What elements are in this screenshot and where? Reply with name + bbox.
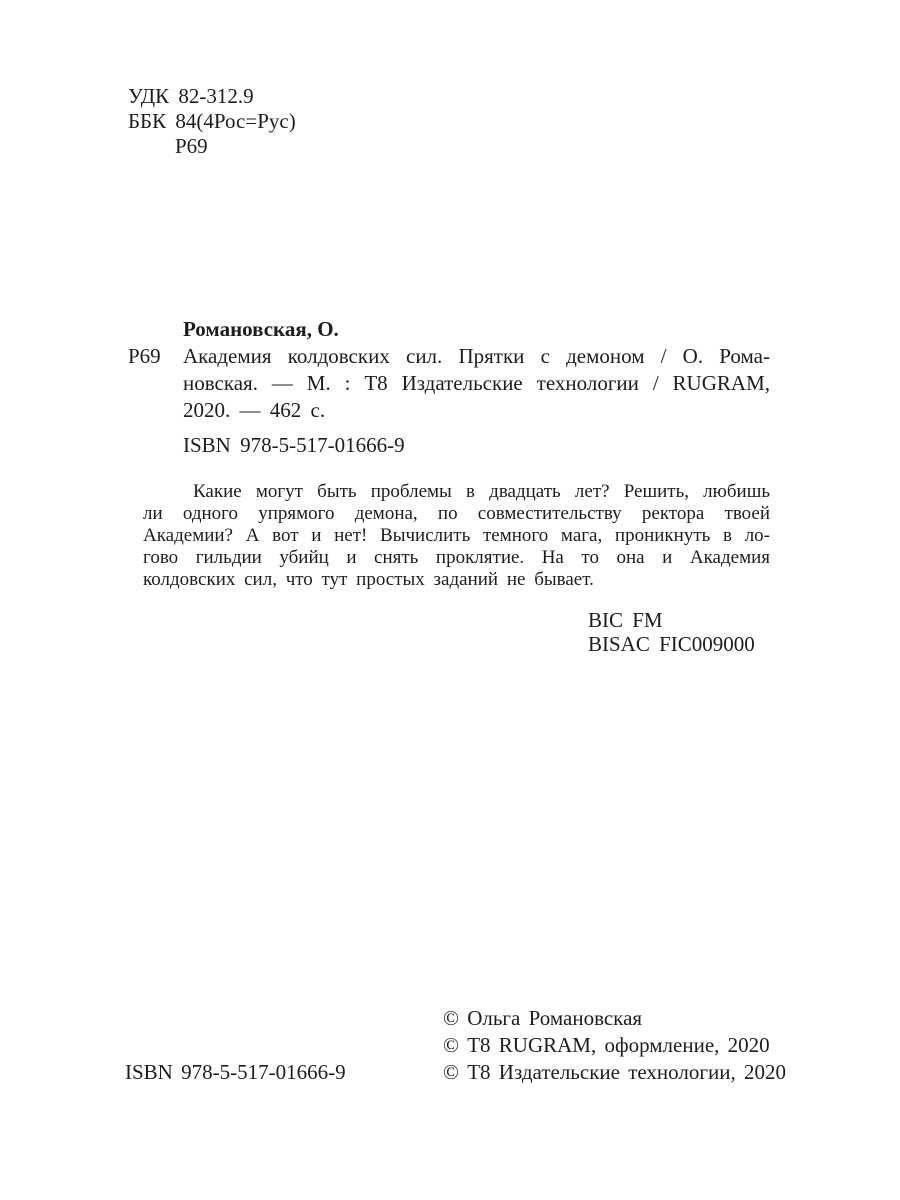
copyright-line: © Т8 RUGRAM, оформление, 2020 xyxy=(443,1033,770,1057)
copyright-block xyxy=(443,1005,786,1086)
classification-block xyxy=(128,84,296,159)
annotation-line: колдовских сил, что тут простых заданий не бывает. xyxy=(143,569,594,590)
annotation-line: Академии? А вот и нет! Вычислить темного мага, проникнуть в ло- xyxy=(143,525,770,546)
footer-isbn: ISBN 978-5-517-01666-9 xyxy=(125,1060,346,1084)
catalog-entry xyxy=(183,343,770,424)
annotation-paragraph xyxy=(143,481,770,591)
author-heading: Романовская, О. xyxy=(183,317,339,341)
subject-codes-block xyxy=(588,608,755,656)
catalog-line: 2020. — 462 с. xyxy=(183,398,326,422)
copyright-line: © Т8 Издательские технологии, 2020 xyxy=(443,1060,786,1084)
annotation-line: гово гильдии убийц и снять проклятие. На то она и Академия xyxy=(143,547,770,568)
catalog-line: Академия колдовских сил. Прятки с демоном / О. Рома- xyxy=(183,344,770,368)
isbn-top: ISBN 978-5-517-01666-9 xyxy=(183,433,405,457)
bic-code-line: BIC FM xyxy=(588,608,663,632)
bisac-code-line: BISAC FIC009000 xyxy=(588,632,755,656)
bbk-line: ББК 84(4Рос=Рус) xyxy=(128,109,296,133)
annotation-line: Какие могут быть проблемы в двадцать лет? Решить, любишь xyxy=(193,481,770,502)
author-sign-line: Р69 xyxy=(175,134,208,158)
copyright-line: © Ольга Романовская xyxy=(443,1006,643,1030)
catalog-margin-code: Р69 xyxy=(128,344,161,368)
annotation-line: ли одного упрямого демона, по совместительству ректора твоей xyxy=(143,503,770,524)
udc-line: УДК 82-312.9 xyxy=(128,84,254,108)
catalog-line: новская. — М. : Т8 Издательские технологии / RUGRAM, xyxy=(183,371,770,395)
